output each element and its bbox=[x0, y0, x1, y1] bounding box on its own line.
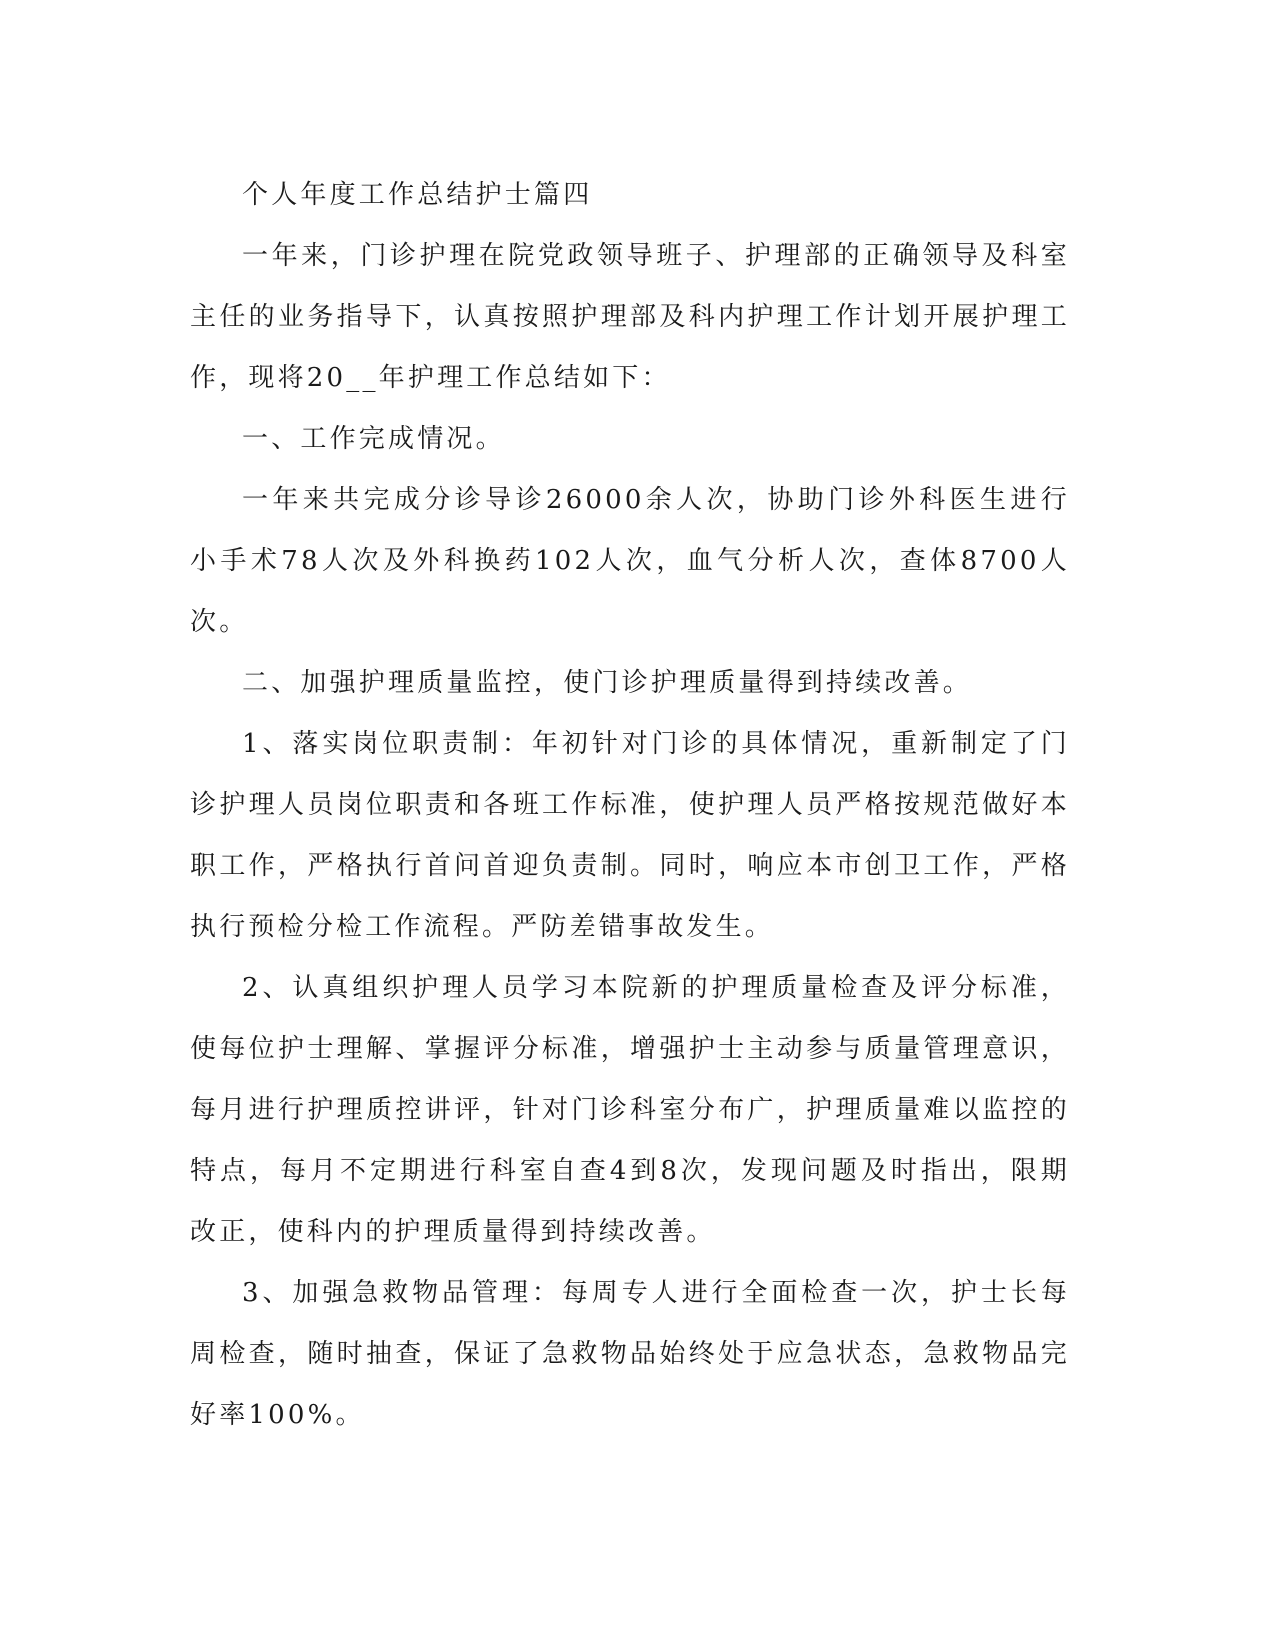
paragraph-item-3: 3、加强急救物品管理：每周专人进行全面检查一次，护士长每周检查，随时抽查，保证了急救物品始终处于应急状态，急救物品完好率100%。 bbox=[190, 1278, 1070, 1430]
paragraph-item-1: 1、落实岗位职责制：年初针对门诊的具体情况，重新制定了门诊护理人员岗位职责和各班工作标准，使护理人员严格按规范做好本职工作，严格执行首问首迎负责制。同时，响应本市创卫工作，严格执行预检分检工作流程。严防差错事故发生。 bbox=[190, 729, 1070, 942]
section-heading-work-completion: 一、工作完成情况。 bbox=[242, 424, 505, 454]
document-body bbox=[190, 165, 1070, 1446]
paragraph-intro: 一年来，门诊护理在院党政领导班子、护理部的正确领导及科室主任的业务指导下，认真按照护理部及科内护理工作计划开展护理工作，现将20__年护理工作总结如下： bbox=[190, 241, 1070, 393]
document-title: 个人年度工作总结护士篇四 bbox=[242, 180, 593, 210]
section-heading-quality-control: 二、加强护理质量监控，使门诊护理质量得到持续改善。 bbox=[242, 668, 973, 698]
paragraph-item-2: 2、认真组织护理人员学习本院新的护理质量检查及评分标准，使每位护士理解、掌握评分标准，增强护士主动参与质量管理意识，每月进行护理质控讲评，针对门诊科室分布广，护理质量难以监控的特点，每月不定期进行科室自查4到8次，发现问题及时指出，限期改正，使科内的护理质量得到持续改善。 bbox=[190, 973, 1070, 1247]
paragraph-work-statistics: 一年来共完成分诊导诊26000余人次，协助门诊外科医生进行小手术78人次及外科换药102人次，血气分析人次，查体8700人次。 bbox=[190, 485, 1070, 637]
